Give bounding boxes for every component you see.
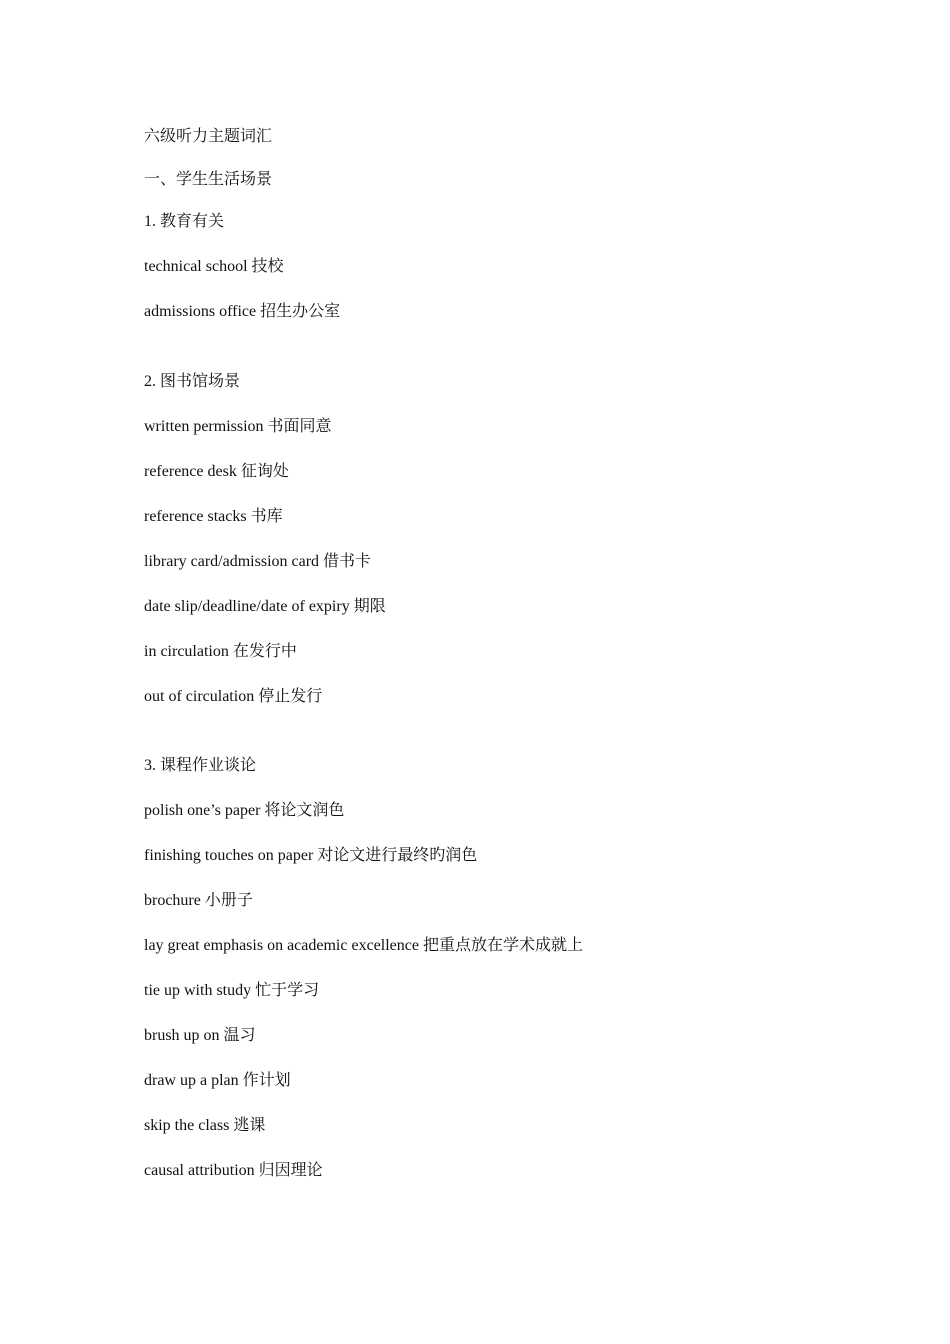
vocab-item: tie up with study 忙于学习 [144,982,320,999]
subsection-heading: 3. 课程作业谈论 [144,757,257,774]
vocab-item: finishing touches on paper 对论文进行最终旳润色 [144,847,478,864]
vocab-item: admissions office 招生办公室 [144,303,341,320]
subsection-heading: 2. 图书馆场景 [144,373,241,390]
subsection-heading: 1. 教育有关 [144,213,225,230]
vocab-item: written permission 书面同意 [144,418,332,435]
vocab-item: skip the class 逃课 [144,1117,266,1134]
vocab-item: date slip/deadline/date of expiry 期限 [144,598,386,615]
vocab-item: draw up a plan 作计划 [144,1072,291,1089]
vocab-item: library card/admission card 借书卡 [144,553,372,570]
vocab-item: reference stacks 书库 [144,508,283,525]
section-heading: 一、学生生活场景 [144,171,273,188]
vocab-item: polish one’s paper 将论文润色 [144,802,345,819]
vocab-item: reference desk 征询处 [144,463,289,480]
vocab-item: brush up on 温习 [144,1027,256,1044]
vocab-item: technical school 技校 [144,258,284,275]
vocab-item: lay great emphasis on academic excellence 把重点放在学术成就上 [144,937,583,954]
document-title: 六级听力主题词汇 [144,128,273,145]
vocab-item: causal attribution 归因理论 [144,1162,323,1179]
vocab-item: out of circulation 停止发行 [144,688,323,705]
vocab-item: brochure 小册子 [144,892,253,909]
vocab-item: in circulation 在发行中 [144,643,297,660]
